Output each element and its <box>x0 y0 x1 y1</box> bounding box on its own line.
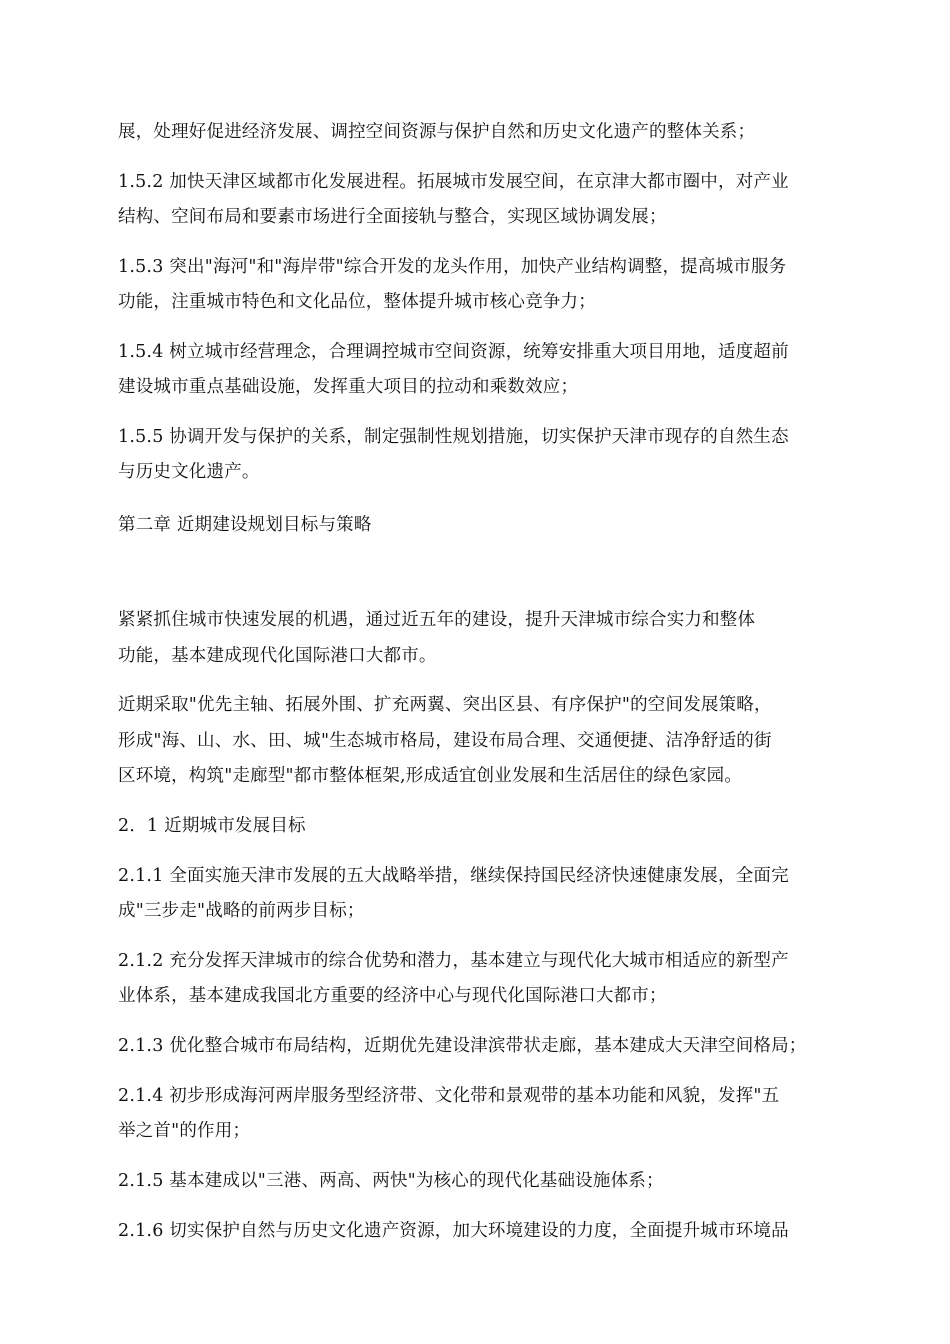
text-line: 2.1.2 充分发挥天津城市的综合优势和潜力，基本建立与现代化大城市相适应的新型产 <box>118 951 789 971</box>
text-line: 2.1.1 全面实施天津市发展的五大战略举措，继续保持国民经济快速健康发展，全面完 <box>118 866 789 886</box>
text-line: 1.5.4 树立城市经营理念，合理调控城市空间资源，统筹安排重大项目用地，适度超前 <box>118 342 789 362</box>
text-line: 2.1.5 基本建成以"三港、两高、两快"为核心的现代化基础设施体系； <box>118 1171 664 1191</box>
text-line: 形成"海、山、水、田、城"生态城市格局，建设布局合理、交通便捷、洁净舒适的街 <box>118 731 772 751</box>
text-line: 举之首"的作用； <box>118 1121 251 1141</box>
text-line: 成"三步走"战略的前两步目标； <box>118 901 365 921</box>
text-line: 功能，注重城市特色和文化品位，整体提升城市核心竞争力； <box>118 292 596 312</box>
text-line: 1.5.3 突出"海河"和"海岸带"综合开发的龙头作用，加快产业结构调整，提高城市服务 <box>118 257 787 277</box>
text-line: 近期采取"优先主轴、拓展外围、扩充两翼、突出区县、有序保护"的空间发展策略， <box>118 695 772 715</box>
text-line: 展，处理好促进经济发展、调控空间资源与保护自然和历史文化遗产的整体关系； <box>118 122 756 142</box>
text-line: 功能，基本建成现代化国际港口大都市。 <box>118 646 437 666</box>
text-line: 1.5.5 协调开发与保护的关系，制定强制性规划措施，切实保护天津市现存的自然生态 <box>118 427 789 447</box>
text-line: 2.1.4 初步形成海河两岸服务型经济带、文化带和景观带的基本功能和风貌，发挥"五 <box>118 1086 780 1106</box>
text-line: 业体系，基本建成我国北方重要的经济中心与现代化国际港口大都市； <box>118 986 667 1006</box>
text-line: 建设城市重点基础设施，发挥重大项目的拉动和乘数效应； <box>118 377 579 397</box>
text-line: 1.5.2 加快天津区域都市化发展进程。拓展城市发展空间，在京津大都市圈中，对产业 <box>118 172 789 192</box>
section-heading: 2．1 近期城市发展目标 <box>118 816 306 836</box>
text-line: 与历史文化遗产。 <box>118 462 260 482</box>
chapter-heading: 第二章 近期建设规划目标与策略 <box>118 515 372 535</box>
text-line: 区环境，构筑"走廊型"都市整体框架,形成适宜创业发展和生活居住的绿色家园。 <box>118 766 743 786</box>
text-line: 2.1.3 优化整合城市布局结构，近期优先建设津滨带状走廊，基本建成大天津空间格局； <box>118 1036 807 1056</box>
text-line: 2.1.6 切实保护自然与历史文化遗产资源，加大环境建设的力度，全面提升城市环境品 <box>118 1221 789 1241</box>
text-line: 结构、空间布局和要素市场进行全面接轨与整合，实现区域协调发展； <box>118 207 667 227</box>
text-line: 紧紧抓住城市快速发展的机遇，通过近五年的建设，提升天津城市综合实力和整体 <box>118 610 756 630</box>
